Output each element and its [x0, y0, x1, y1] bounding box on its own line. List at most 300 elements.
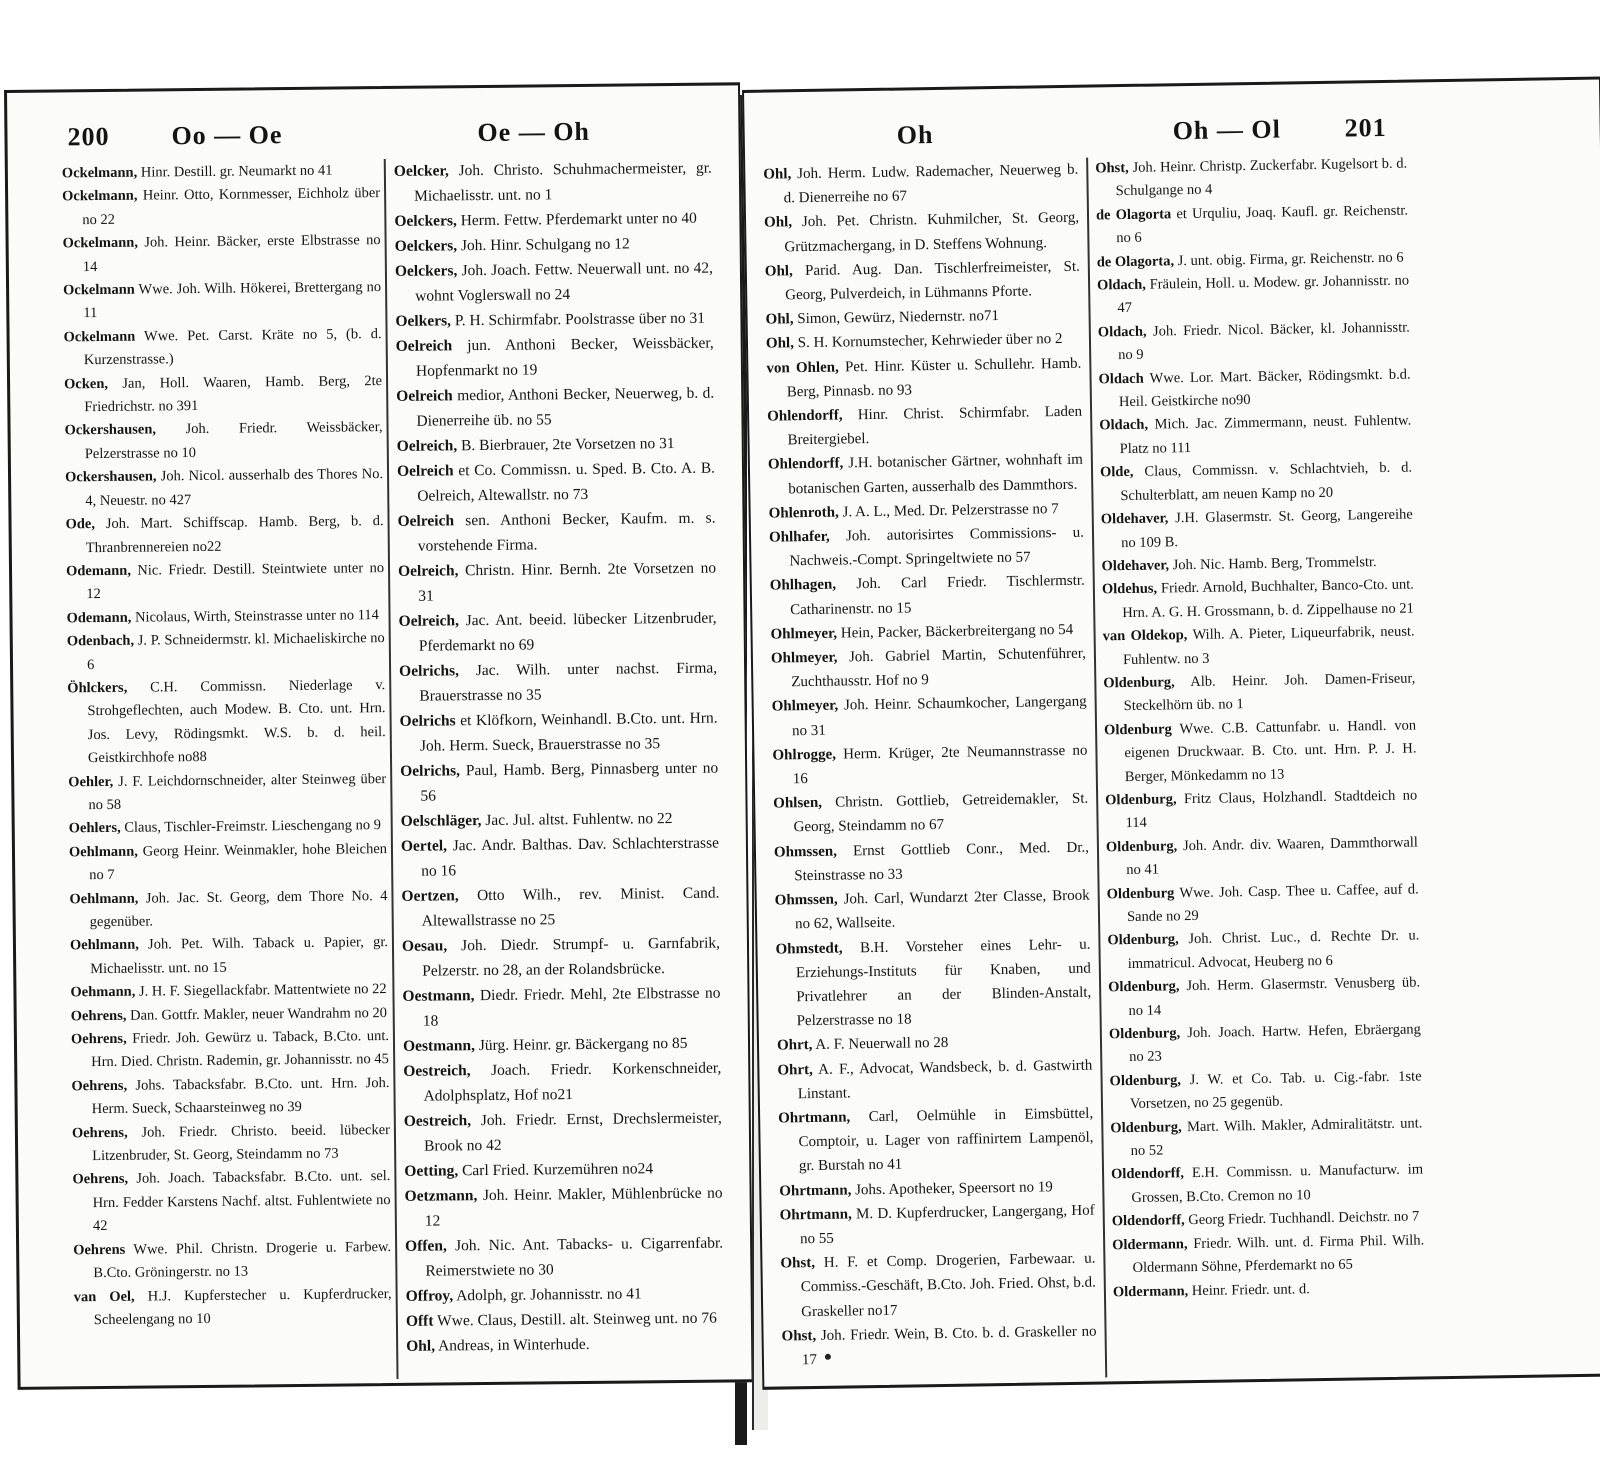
entry-name: Ockelmann [63, 281, 135, 299]
entry-name: Ohrtmann, [779, 1206, 852, 1224]
entry-details: Claus, Tischler-Freimstr. Lieschengang no 9 [124, 817, 382, 837]
directory-entry [71, 1072, 389, 1122]
entry-details: et Klöfkorn, Weinhandl. B.Cto. unt. Hrn. Joh. Herm. Sueck, Brauerstrasse no 35 [419, 709, 718, 755]
entry-details: J. H. F. Siegellackfabr. Mattentwiete no 22 [138, 981, 387, 1000]
entry-details: Dan. Gottfr. Makler, neuer Wandrahm no 20 [129, 1004, 388, 1024]
directory-entry [66, 604, 384, 631]
entry-name: Oldenburg, [1105, 838, 1178, 856]
right-page [742, 76, 1600, 1389]
right-page-column-2 [1095, 153, 1425, 1305]
directory-entry [780, 1247, 1096, 1325]
entry-details: Joh. Mart. Schiffscap. Hamb. Berg, b. d. Thranbrennereien no22 [85, 513, 384, 556]
directory-entry [764, 206, 1080, 259]
directory-entry [781, 1319, 1097, 1372]
entry-name: Ohlmeyer, [771, 698, 839, 716]
entry-details: Wwe. Lor. Mart. Bäcker, Rödingsmkt. b.d. Heil. Geistkirche no90 [1118, 366, 1411, 411]
directory-entry [65, 510, 383, 560]
entry-name: Ohlsen, [773, 795, 823, 812]
entry-name: Ohlhafer, [768, 528, 830, 546]
directory-entry [67, 627, 385, 677]
directory-entry [406, 1281, 724, 1309]
entry-name: Ohl, [763, 214, 793, 232]
entry-name: Oldenburg, [1108, 1025, 1181, 1043]
page-number-left: 200 [67, 121, 110, 152]
entry-name: Oelschläger, [400, 812, 482, 830]
entry-name: Ockelmann [63, 328, 136, 346]
entry-name: Oldach [1098, 370, 1144, 388]
directory-entry [768, 448, 1084, 501]
entry-name: Oetzmann, [404, 1187, 478, 1205]
entry-name: Ohlmeyer, [770, 649, 838, 667]
directory-entry [402, 981, 721, 1034]
entry-name: Ohmssen, [773, 843, 838, 861]
entry-name: Ohrt, [777, 1061, 813, 1079]
entry-name: Oelreich, [398, 612, 460, 630]
entry-name: Oldehaver, [1100, 510, 1169, 528]
entry-details: Ernst Gottlieb Conr., Med. Dr., Steinstrasse no 33 [794, 839, 1090, 885]
directory-entry [766, 351, 1082, 404]
entry-name: Oelcker, [393, 162, 449, 180]
entry-details: Fräulein, Holl. u. Modew. gr. Johannisstr. no 47 [1117, 272, 1410, 317]
entry-name: Oldenburg, [1107, 931, 1179, 949]
entry-details: sen. Anthoni Becker, Kaufm. m. s. vorstehende Firma. [417, 509, 716, 555]
entry-details: Joh. Carl Friedr. Tischlermstr. Catharinenstr. no 15 [790, 573, 1085, 618]
entry-name: Oertzen, [401, 887, 459, 905]
directory-entry [403, 1056, 722, 1109]
entry-name: Oelreich, [397, 562, 459, 580]
entry-details: Joh. Friedr. Wein, B. Cto. b. d. Graskeller no 17 [801, 1323, 1097, 1369]
entry-details: Wwe. C.B. Cattunfabr. u. Handl. von eigenen Druckwaar. B. Cto. unt. Hrn. P. J. H. Berger, Mönkedamm no 13 [1124, 717, 1417, 785]
left-page [4, 82, 754, 1390]
entry-details: H.J. Kupferstecher u. Kupferdrucker, Scheelengang no 10 [93, 1285, 392, 1329]
entry-details: C.H. Commissn. Niederlage v. Strohgeflechten, auch Modew. B. Cto. unt. Hrn. Jos. Levy, Rödingsmkt. W.S. b. d. heil. Geistkirchhofe no88 [87, 676, 386, 767]
entry-name: Offt [405, 1312, 434, 1330]
entry-name: Oehrens [73, 1241, 126, 1259]
directory-entry [404, 1181, 723, 1234]
directory-entry [774, 835, 1090, 888]
directory-entry [763, 158, 1079, 211]
entry-name: Oldenburg, [1110, 1118, 1182, 1136]
directory-entry [1099, 410, 1412, 462]
entry-name: Oldehus, [1101, 580, 1158, 598]
entry-name: Oldach, [1096, 276, 1146, 294]
entry-details: Wilh. A. Pieter, Liqueurfabrik, neust. Fuhlentw. no 3 [1122, 623, 1415, 668]
entry-details: A. F. Neuerwall no 28 [815, 1035, 949, 1054]
entry-name: Oehrens, [71, 1124, 128, 1142]
entry-details: Andreas, in Winterhude. [437, 1335, 590, 1355]
directory-entry [1096, 199, 1409, 251]
directory-entry [395, 306, 713, 334]
entry-details: Carl Fried. Kurzemühren no24 [461, 1160, 654, 1180]
entry-details: Jac. Jul. altst. Fuhlentw. no 22 [485, 810, 673, 829]
entry-details: Joh. Hinr. Schulgang no 12 [460, 235, 630, 255]
entry-details: Simon, Gewürz, Niedernstr. no71 [797, 308, 1000, 328]
entry-name: Odemann, [66, 609, 132, 627]
directory-entry [1097, 270, 1410, 322]
directory-entry [1110, 1112, 1423, 1164]
entry-name: Ohmstedt, [775, 940, 843, 958]
directory-entry [401, 806, 719, 834]
entry-details: Joh. Joach. Fettw. Neuerwall unt. no 42, wohnt Voglerswall no 24 [415, 259, 714, 305]
entry-name: Ohlrogge, [772, 746, 837, 764]
directory-entry [66, 557, 384, 607]
directory-entry [778, 1102, 1094, 1180]
directory-entry [395, 231, 713, 259]
entry-details: Joh. Heinr. Christp. Zuckerfabr. Kugelsort b. d. Schulgange no 4 [1115, 155, 1408, 200]
entry-details: Joh. Carl, Wundarzt 2ter Classe, Brook no 62, Wallseite. [794, 887, 1090, 933]
entry-name: Ode, [65, 516, 96, 533]
entry-details: Joh. autorisirtes Commissions- u. Nachweis.-Compt. Springeltwiete no 57 [789, 524, 1085, 570]
ink-speck [825, 1354, 831, 1360]
header-range-right: Oh — Ol [1172, 114, 1282, 146]
entry-details: Parid. Aug. Dan. Tischlerfreimeister, St. Georg, Pulverdeich, in Lühmanns Pforte. [785, 258, 1080, 304]
entry-name: Olde, [1099, 464, 1134, 481]
entry-details: J. W. et Co. Tab. u. Cig.-fabr. 1ste Vorsetzen, no 25 gegenüb. [1129, 1068, 1422, 1113]
entry-name: Offen, [405, 1237, 447, 1255]
entry-name: Oelkers, [395, 312, 452, 330]
directory-entry [1105, 784, 1418, 836]
directory-entry [779, 1198, 1095, 1251]
entry-name: Oldenburg, [1103, 674, 1175, 692]
entry-name: van Oel, [73, 1288, 135, 1305]
entry-details: Diedr. Friedr. Mehl, 2te Elbstrasse no 18 [422, 984, 721, 1030]
entry-details: Pet. Hinr. Küster u. Schullehr. Hamb. Berg, Pinnasb. no 93 [786, 355, 1082, 401]
entry-details: Johs. Apotheker, Speersort no 19 [855, 1178, 1053, 1198]
directory-entry [1100, 457, 1413, 509]
directory-entry [69, 838, 387, 888]
entry-name: Oehmann, [70, 983, 136, 1001]
entry-name: Oelreich [397, 512, 455, 530]
directory-entry [406, 1331, 724, 1359]
entry-name: Oehrens, [70, 1030, 127, 1048]
entry-details: Johs. Tabacksfabr. B.Cto. unt. Hrn. Joh. Herm. Sueck, Schaarsteinweg no 39 [91, 1074, 390, 1118]
entry-details: Joh. Friedr. Weissbäcker, Pelzerstrasse no 10 [84, 419, 383, 463]
directory-entry [1108, 972, 1421, 1024]
directory-entry [1106, 831, 1419, 883]
entry-name: Oelckers, [394, 237, 458, 255]
entry-name: de Olagorta [1095, 206, 1172, 224]
entry-details: J. P. Schneidermstr. kl. Michaeliskirche no 6 [86, 630, 385, 673]
entry-details: Jürg. Heinr. gr. Bäckergang no 85 [478, 1034, 688, 1055]
entry-details: Alb. Heinr. Joh. Damen-Friseur, Steckelhörn üb. no 1 [1123, 670, 1416, 715]
entry-name: Oestmann, [402, 987, 475, 1005]
directory-entry [396, 331, 715, 384]
entry-details: Herm. Fettw. Pferdemarkt unter no 40 [460, 209, 697, 230]
entry-name: Oehrens, [71, 1077, 128, 1095]
entry-details: Nic. Friedr. Destill. Steintwiete unter no 12 [86, 559, 385, 603]
directory-entry [404, 1156, 722, 1184]
entry-details: B.H. Vorsteher eines Lehr- u. Erziehungs-Instituts für Knaben, und Privatlehrer an der Blinden-Anstalt, Pelzerstrasse no 18 [795, 936, 1092, 1030]
entry-name: Oehrens, [72, 1171, 129, 1188]
directory-entry [68, 768, 386, 818]
entry-details: Claus, Commissn. v. Schlachtvieh, b. d. Schulterblatt, am neuen Kamp no 20 [1120, 459, 1413, 504]
directory-entry [402, 931, 721, 984]
entry-details: Joh. Pet. Wilh. Taback u. Papier, gr. Michaelisstr. unt. no 15 [90, 934, 389, 977]
entry-details: Joh. Joach. Tabacksfabr. B.Cto. unt. sel. Hrn. Fedder Karstens Nachf. altst. Fuhlentwiete no 42 [92, 1168, 391, 1235]
entry-name: Ohmssen, [774, 891, 838, 909]
entry-name: Oldenburg, [1108, 978, 1180, 996]
entry-name: Oldendorff, [1110, 1165, 1185, 1183]
entry-name: Ohl, [765, 335, 795, 353]
directory-entry [770, 569, 1086, 622]
entry-details: Joh. Nicol. ausserhalb des Thores No. 4, Neuestr. no 427 [85, 466, 384, 509]
directory-entry [69, 885, 387, 935]
entry-details: Joh. Gabriel Martin, Schutenführer, Zuchthausstr. Hof no 9 [791, 645, 1087, 691]
directory-entry [395, 256, 714, 309]
directory-entry [63, 276, 381, 326]
entry-name: Oldenburg, [1105, 791, 1177, 809]
entry-name: Oelckers, [394, 262, 458, 280]
entry-details: Joh. Nic. Hamb. Berg, Trommelstr. [1172, 553, 1377, 574]
directory-entry [72, 1119, 390, 1169]
entry-name: Oehlers, [68, 820, 121, 837]
directory-entry [1103, 667, 1416, 719]
directory-entry [406, 1306, 724, 1334]
entry-details: Jac. Ant. beeid. lübecker Litzenbruder, Pferdemarkt no 69 [418, 609, 717, 655]
directory-entry [62, 182, 380, 232]
directory-entry [1095, 153, 1408, 205]
directory-entry [72, 1165, 391, 1239]
entry-details: Friedr. Arnold, Buchhalter, Banco-Cto. unt. Hrn. A. G. H. Grossmann, b. d. Zippelhause no 21 [1122, 576, 1414, 621]
entry-name: Ockelmann, [62, 234, 139, 252]
directory-entry [394, 206, 712, 234]
entry-details: Christn. Gottlieb, Getreidemakler, St. Georg, Steindamm no 67 [793, 790, 1089, 836]
directory-entry [70, 931, 388, 981]
directory-entry [398, 606, 717, 659]
directory-entry [769, 521, 1085, 574]
directory-entry [398, 556, 717, 609]
directory-entry [1109, 1065, 1422, 1117]
header-range-right: Oe — Oh [477, 116, 591, 148]
entry-name: Oelckers, [394, 212, 457, 230]
entry-details: et Urquliu, Joaq. Kaufl. gr. Reichenstr. no 6 [1116, 202, 1409, 247]
directory-entry [74, 1283, 392, 1333]
entry-name: Ockelmann, [61, 164, 138, 182]
entry-details: Wwe. Phil. Christn. Drogerie u. Farbew. B.Cto. Gröningerstr. no 13 [93, 1238, 392, 1282]
directory-entry [397, 431, 715, 459]
directory-entry [71, 1025, 389, 1075]
entry-details: Hinr. Destill. gr. Neumarkt no 41 [140, 162, 333, 181]
entry-name: Offroy, [405, 1287, 454, 1305]
entry-details: Joh. Herm. Ludw. Rademacher, Neuerweg b. d. Dienerreihe no 67 [783, 161, 1079, 207]
entry-name: Oelrichs, [399, 662, 460, 680]
entry-details: J. F. Leichdornschneider, alter Steinweg über no 58 [88, 770, 387, 814]
entry-name: Öhlckers, [67, 679, 128, 697]
directory-entry [399, 656, 718, 709]
directory-entry [401, 881, 720, 934]
entry-details: Friedr. Joh. Gewürz u. Taback, B.Cto. unt. Hrn. Died. Christn. Rademin, gr. Johannisstr. no 45 [91, 1028, 390, 1071]
directory-entry [404, 1106, 723, 1159]
directory-entry [397, 456, 716, 509]
entry-details: J. A. L., Med. Dr. Pelzerstrasse no 7 [842, 500, 1059, 521]
directory-entry [69, 814, 387, 841]
entry-details: jun. Anthoni Becker, Weissbäcker, Hopfenmarkt no 19 [415, 334, 714, 380]
entry-name: Ockershausen, [64, 421, 157, 439]
page-number-right: 201 [1344, 112, 1387, 143]
entry-name: Oldermann, [1112, 1282, 1189, 1300]
directory-entry [64, 370, 382, 420]
directory-entry [1102, 621, 1415, 673]
entry-details: Joh. Heinr. Bäcker, erste Elbstrasse no 14 [82, 232, 381, 275]
entry-details: Wwe. Joh. Casp. Thee u. Caffee, auf d. Sande no 29 [1126, 881, 1419, 926]
entry-details: Nicolaus, Wirth, Steinstrasse unter no 114 [134, 606, 379, 626]
entry-details: B. Bierbrauer, 2te Vorsetzen no 31 [460, 434, 675, 455]
directory-entry [403, 1031, 721, 1059]
entry-name: Oelreich [395, 337, 453, 355]
entry-details: Wwe. Pet. Carst. Kräte no 5, (b. d. Kurzenstrasse.) [83, 325, 382, 369]
directory-entry [65, 463, 383, 513]
entry-details: Joh. Heinr. Makler, Mühlenbrücke no 12 [424, 1184, 723, 1230]
entry-name: Ockershausen, [64, 468, 157, 486]
entry-name: Oldenburg [1106, 884, 1175, 902]
entry-details: J.H. Glasermstr. St. Georg, Langereihe no 109 B. [1121, 506, 1413, 551]
directory-entry [71, 1002, 389, 1029]
header-range-left: Oo — Oe [171, 120, 283, 151]
entry-name: Odenbach, [66, 632, 135, 650]
entry-details: Mart. Wilh. Makler, Admiralitätstr. unt. no 52 [1130, 1115, 1423, 1160]
entry-name: Ohrtmann, [779, 1181, 852, 1200]
entry-details: M. D. Kupferdrucker, Langergang, Hof no 55 [799, 1202, 1095, 1248]
directory-entry [400, 706, 719, 759]
entry-details: Paul, Hamb. Berg, Pinnasberg unter no 56 [420, 759, 719, 805]
entry-name: Oehlmann, [69, 937, 139, 954]
entry-details: Carl, Oelmühle in Eimsbüttel, Comptoir, u. Lager von raffinirtem Lampenöl, gr. Burstah no 41 [798, 1105, 1094, 1175]
entry-name: Ohlhagen, [769, 577, 837, 595]
entry-name: Oelreich [396, 462, 454, 480]
entry-details: Joh. Friedr. Nicol. Bäcker, kl. Johannisstr. no 9 [1118, 319, 1410, 364]
entry-name: Oehlmann, [68, 843, 138, 861]
entry-name: Oestmann, [402, 1037, 476, 1055]
entry-details: Fritz Claus, Holzhandl. Stadtdeich no 114 [1125, 787, 1418, 832]
entry-name: von Ohlen, [766, 359, 839, 377]
entry-details: Joh. Diedr. Strumpf- u. Garnfabrik, Pelzerstr. no 28, an der Rolandsbrücke. [422, 934, 721, 980]
directory-entry [397, 506, 716, 559]
entry-details: Heinr. Friedr. unt. d. [1191, 1280, 1310, 1299]
directory-entry [401, 831, 720, 884]
entry-details: et Co. Commissn. u. Sped. B. Cto. A. B. Oelreich, Altewallstr. no 73 [417, 459, 716, 505]
entry-name: Ohl, [763, 166, 792, 183]
directory-entry [1111, 1159, 1424, 1211]
entry-name: Oldenburg [1103, 721, 1172, 739]
directory-entry [1107, 878, 1420, 930]
right-page-column-1 [763, 158, 1097, 1373]
entry-details: S. H. Kornumstecher, Kehrwieder über no 2 [797, 331, 1063, 352]
directory-entry [1098, 363, 1411, 415]
entry-details: Hinr. Christ. Schirmfabr. Laden Breitergiebel. [787, 403, 1083, 449]
directory-entry [400, 756, 719, 809]
directory-entry [62, 159, 380, 186]
entry-name: Oertel, [400, 837, 448, 855]
entry-name: Ohst, [780, 1255, 816, 1272]
entry-details: Joh. Friedr. Christo. beeid. lübecker Litzenbruder, St. Georg, Steindamm no 73 [92, 1121, 390, 1165]
entry-name: Ohlendorff, [767, 407, 843, 425]
entry-details: A. F., Advocat, Wandsbeck, b. d. Gastwirth Linstant. [797, 1057, 1093, 1102]
entry-name: Odemann, [65, 562, 131, 580]
entry-name: Oldach, [1099, 417, 1149, 434]
entry-name: Ohl, [406, 1337, 436, 1355]
left-page-column-1 [62, 159, 392, 1333]
entry-name: Oehrens, [70, 1007, 127, 1024]
entry-details: Georg Heinr. Weinmakler, hohe Bleichen no 7 [89, 840, 388, 884]
entry-details: Joh. Jac. St. Georg, dem Thore No. 4 gegenüber. [89, 887, 388, 931]
directory-entry [772, 739, 1088, 792]
entry-details: Joh. Herm. Glasermstr. Venusberg üb. no 14 [1128, 974, 1421, 1019]
entry-details: Wwe. Claus, Destill. alt. Steinweg unt. no 76 [436, 1309, 717, 1330]
entry-details: Joh. Christ. Luc., d. Rechte Dr. u. immatricul. Advocat, Heuberg no 6 [1127, 927, 1420, 972]
directory-entry [1112, 1229, 1425, 1281]
entry-details: Joh. Pet. Christn. Kuhmilcher, St. Georg, Grützmachergang, in D. Steffens Wohnung. [784, 210, 1080, 255]
entry-name: Oelrichs [399, 712, 456, 730]
directory-entry [1098, 316, 1411, 368]
directory-entry [773, 787, 1089, 840]
entry-name: Oetting, [404, 1162, 459, 1180]
entry-details: Adolph, gr. Johannisstr. no 41 [456, 1285, 642, 1305]
entry-name: Ohst, [1095, 159, 1129, 177]
entry-name: de Olagorta, [1096, 252, 1175, 271]
directory-entry [64, 417, 382, 467]
entry-name: Oelreich, [396, 437, 458, 455]
entry-details: E.H. Commissn. u. Manufacturw. im Grossen, B.Cto. Cremon no 10 [1131, 1161, 1424, 1206]
directory-entry [1107, 925, 1420, 977]
right-page-header [745, 109, 1600, 163]
directory-entry [73, 1236, 391, 1286]
directory-entry [1109, 1018, 1422, 1070]
entry-details: Heinr. Otto, Kornmesser, Eichholz über no 22 [82, 185, 381, 228]
entry-details: Hein, Packer, Bäckerbreitergang no 54 [840, 621, 1074, 642]
entry-details: H. F. et Comp. Drogerien, Farbewaar. u. Commiss.-Geschäft, B.Cto. Joh. Fried. Ohst, b.d. Graskeller no17 [800, 1250, 1096, 1320]
entry-name: Ohl, [764, 263, 793, 280]
entry-details: Jac. Wilh. unter nachst. Firma, Brauerstrasse no 35 [419, 659, 718, 705]
entry-details: Otto Wilh., rev. Minist. Cand. Altewallstrasse no 25 [421, 884, 720, 930]
entry-details: Herm. Krüger, 2te Neumannstrasse no 16 [792, 742, 1088, 788]
entry-details: Jac. Andr. Balthas. Dav. Schlachterstrasse no 16 [421, 834, 720, 880]
entry-name: van Oldekop, [1102, 627, 1188, 645]
entry-name: Oelreich [396, 387, 453, 405]
entry-details: J.H. botanischer Gärtner, wohnhaft im botanischen Garten, ausserhalb des Dammthors. [788, 452, 1083, 497]
entry-name: Oestreich, [403, 1062, 471, 1080]
entry-name: Oehler, [68, 773, 114, 790]
directory-entry [772, 690, 1088, 743]
entry-name: Oesau, [401, 937, 448, 955]
entry-name: Ohl, [765, 311, 794, 328]
entry-name: Oldehaver, [1101, 557, 1170, 575]
entry-name: Oldenburg, [1109, 1072, 1182, 1090]
entry-details: medior, Anthoni Becker, Neuerweg, b. d. Dienerreihe üb. no 55 [416, 384, 715, 430]
directory-entry [1113, 1276, 1425, 1304]
directory-entry [777, 1053, 1093, 1106]
directory-entry [63, 323, 381, 373]
entry-name: Ohlmeyer, [770, 625, 838, 643]
directory-entry [394, 156, 713, 209]
directory-entry [1104, 714, 1417, 789]
directory-entry [1101, 504, 1414, 556]
entry-name: Ohrt, [776, 1037, 813, 1054]
directory-entry [396, 381, 715, 434]
entry-name: Oldendorff, [1111, 1212, 1185, 1230]
directory-entry [67, 674, 386, 771]
entry-name: Ockelmann, [62, 188, 138, 205]
directory-entry [1102, 574, 1415, 626]
entry-name: Oldermann, [1112, 1235, 1188, 1254]
entry-name: Oelrichs, [400, 762, 461, 780]
entry-details: Joh. Joach. Hartw. Hefen, Ebräergang no 23 [1129, 1021, 1421, 1066]
directory-entry [767, 400, 1083, 453]
entry-name: Ohst, [781, 1327, 817, 1345]
directory-entry [405, 1231, 724, 1284]
directory-entry [62, 229, 380, 279]
entry-details: J. unt. obig. Firma, gr. Reichenstr. no 6 [1177, 249, 1404, 269]
entry-details: Wwe. Joh. Wilh. Hökerei, Brettergang no 11 [83, 279, 382, 322]
